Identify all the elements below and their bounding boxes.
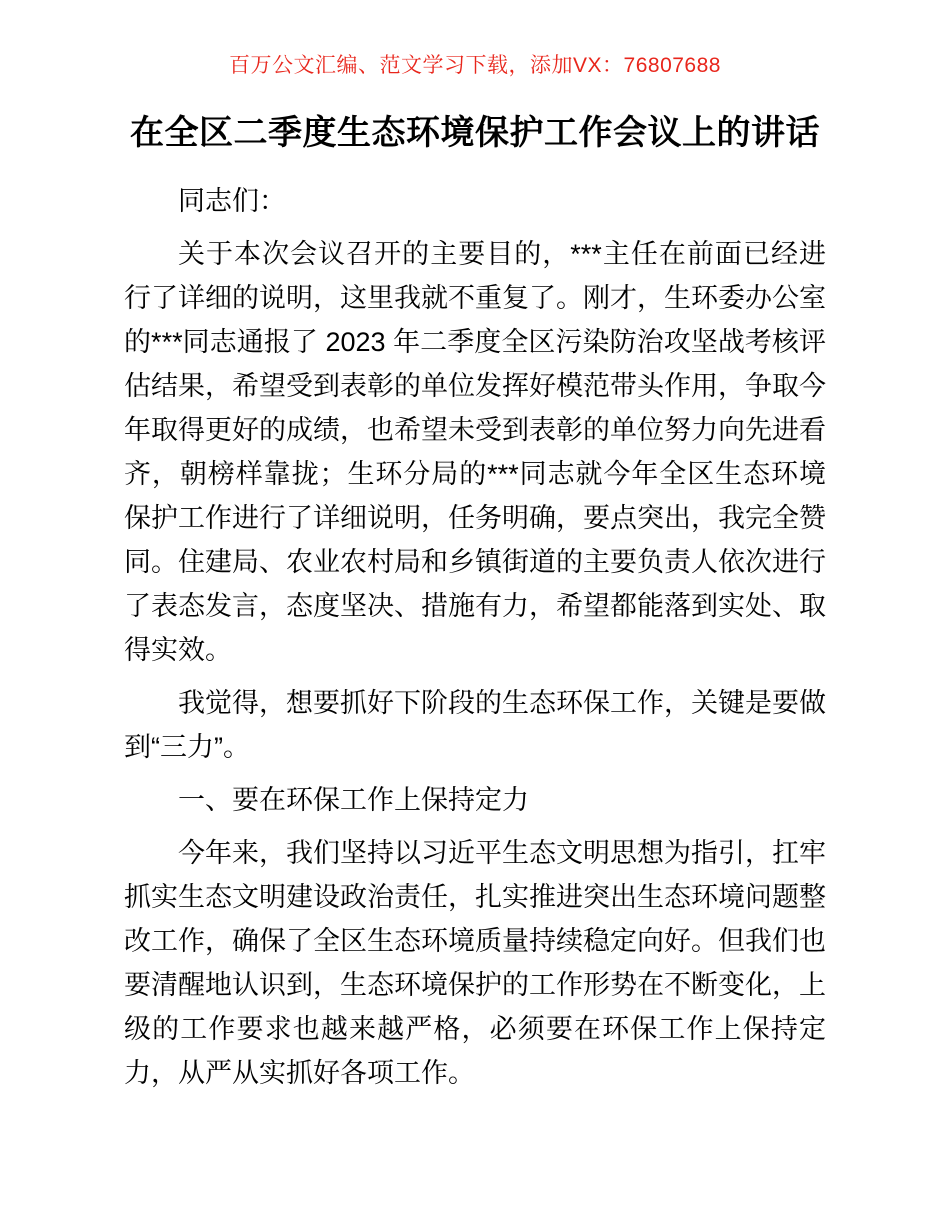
- paragraph: 我觉得，想要抓好下阶段的生态环保工作，关键是要做到“三力”。: [124, 688, 826, 762]
- promo-header-notice: 百万公文汇编、范文学习下载，添加VX：76807688: [229, 54, 721, 77]
- section-heading: 一、要在环保工作上保持定力: [178, 785, 529, 815]
- paragraph: 同志们：: [178, 186, 286, 216]
- paragraph: 今年来，我们坚持以习近平生态文明思想为指引，扛牢抓实生态文明建设政治责任，扎实推进突出生态环境问题整改工作，确保了全区生态环境质量持续稳定向好。但我们也要清醒地认识到，生态环境保护的工作形势在不断变化，上级的工作要求也越来越严格，必须要在环保工作上保持定力，从严从实抓好各项工作。: [124, 838, 826, 1088]
- document-body: [124, 179, 826, 1095]
- page-title: 在全区二季度生态环境保护工作会议上的讲话: [130, 114, 820, 152]
- paragraph: 关于本次会议召开的主要目的，***主任在前面已经进行了详细的说明，这里我就不重复了。刚才，生环委办公室的***同志通报了 2023 年二季度全区污染防治攻坚战考核评估结果，希望受到表彰的单位发挥好模范带头作用，争取今年取得更好的成绩，也希望未受到表彰的单位努力向先进看齐，朝榜样靠拢；生环分局的***同志就今年全区生态环境保护工作进行了详细说明，任务明确，要点突出，我完全赞同。住建局、农业农村局和乡镇街道的主要负责人依次进行了表态发言，态度坚决、措施有力，希望都能落到实处、取得实效。: [124, 239, 826, 665]
